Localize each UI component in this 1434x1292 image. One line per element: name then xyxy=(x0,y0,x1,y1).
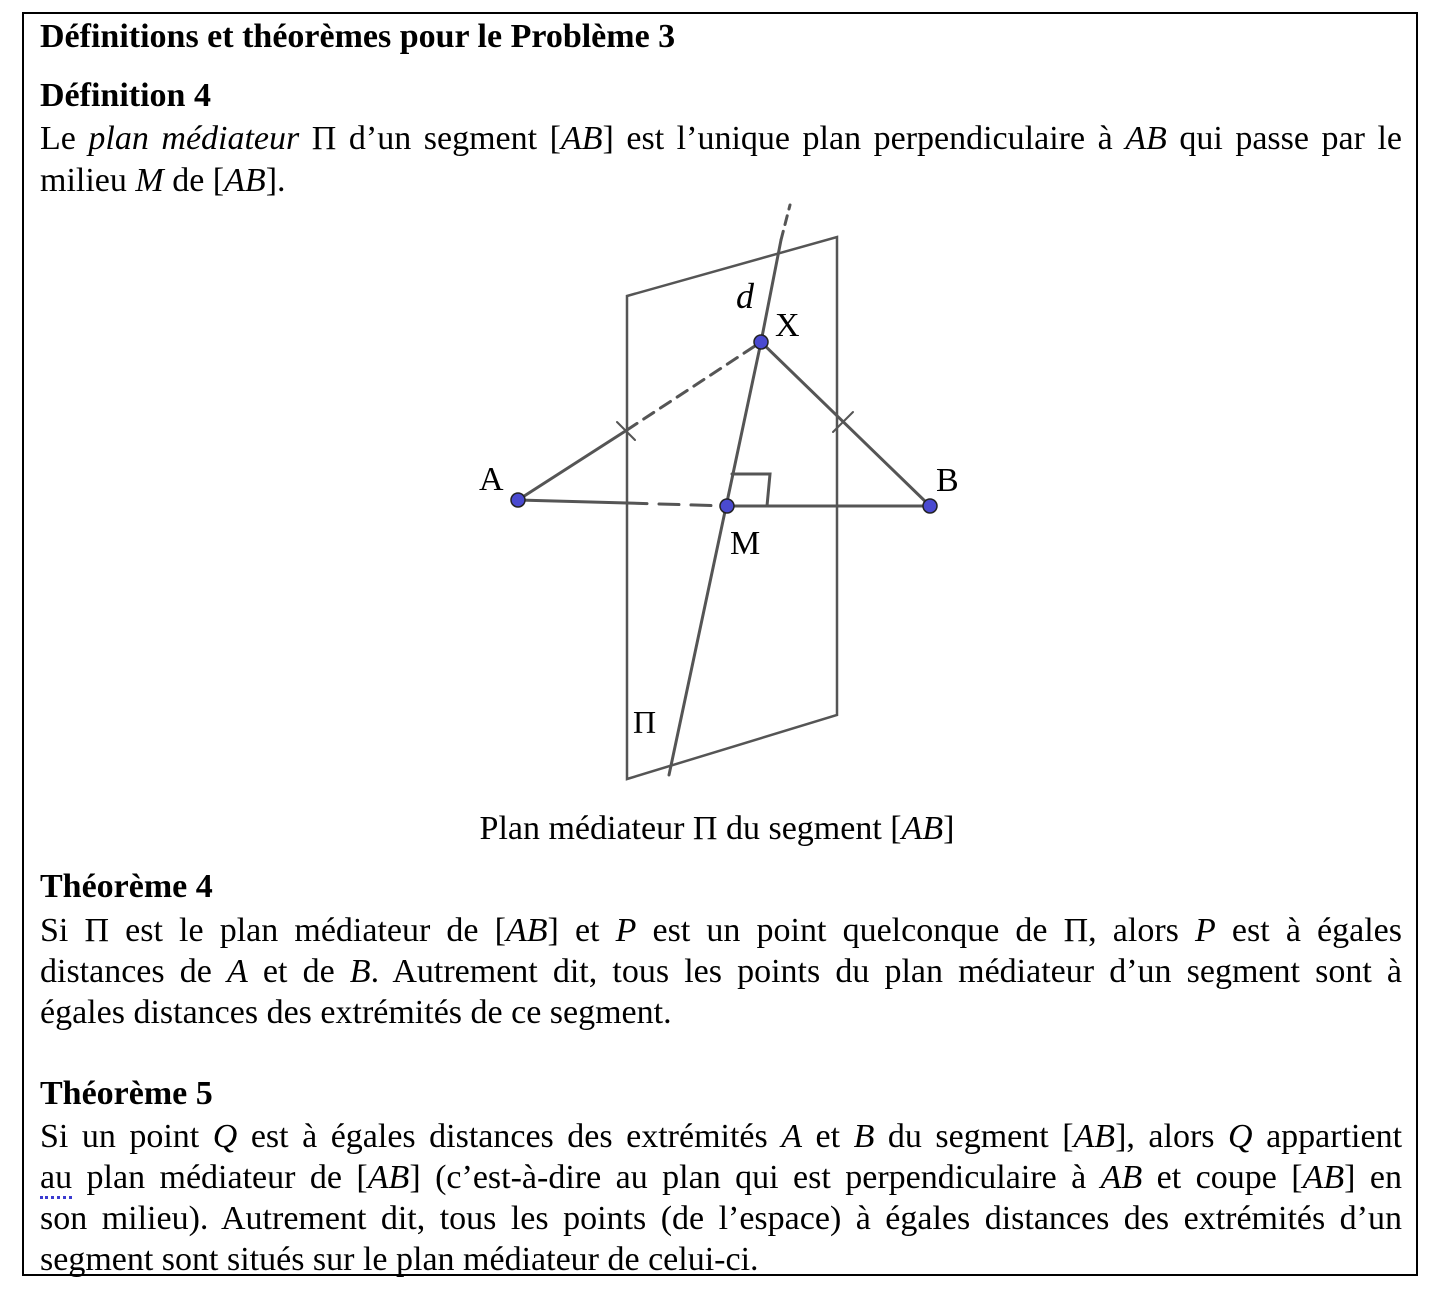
label-b: B xyxy=(936,462,959,499)
line-d-dashed xyxy=(781,205,790,240)
label-m: M xyxy=(730,525,761,562)
point-x xyxy=(754,335,768,349)
figure-caption: Plan médiateur Π du segment [AB] xyxy=(479,810,955,847)
segment-am-solid xyxy=(518,500,627,503)
right-angle-marker xyxy=(732,474,770,506)
definition-line-2: milieu M de [AB]. xyxy=(40,162,286,199)
theorem-5-line-3: son milieu). Autrement dit, tous les points (de l’espace) à égales distances des extrémités d’un xyxy=(40,1200,1402,1237)
point-b xyxy=(923,499,937,513)
theorem-5-line-4: segment sont situés sur le plan médiateur de celui-ci. xyxy=(40,1241,759,1278)
label-d: d xyxy=(736,276,754,316)
point-m xyxy=(720,499,734,513)
theorem-5-heading: Théorème 5 xyxy=(40,1075,213,1112)
spellcheck-underline: au xyxy=(40,1159,72,1199)
segment-ax-solid xyxy=(518,430,627,500)
definition-line-1: Le plan médiateur Π d’un segment [AB] est l’unique plan perpendiculaire à AB qui passe par le xyxy=(40,120,1402,157)
definition-term: plan médiateur xyxy=(88,120,300,157)
theorem-4-line-2: distances de A et de B. Autrement dit, tous les points du plan médiateur d’un segment sont à xyxy=(40,953,1402,990)
segment-am-dashed xyxy=(627,503,727,506)
label-x: X xyxy=(775,307,800,344)
segment-ax-dashed xyxy=(627,342,761,430)
theorem-5-line-1: Si un point Q est à égales distances des extrémités A et B du segment [AB], alors Q appartient xyxy=(40,1118,1403,1155)
theorem-4-line-1: Si Π est le plan médiateur de [AB] et P est un point quelconque de Π, alors P est à égales xyxy=(40,912,1402,949)
label-pi: Π xyxy=(633,704,657,740)
page-title: Définitions et théorèmes pour le Problème 3 xyxy=(40,18,676,55)
label-a: A xyxy=(479,461,504,498)
theorem-4-line-3: égales distances des extrémités de ce segment. xyxy=(40,994,672,1031)
theorem-4-heading: Théorème 4 xyxy=(40,868,213,905)
theorem-5-line-2: au plan médiateur de [AB] (c’est-à-dire au plan qui est perpendiculaire à AB et coupe [AB] en xyxy=(40,1157,1402,1198)
segment-xb xyxy=(761,342,930,506)
point-a xyxy=(511,493,525,507)
definition-heading: Définition 4 xyxy=(40,77,211,114)
